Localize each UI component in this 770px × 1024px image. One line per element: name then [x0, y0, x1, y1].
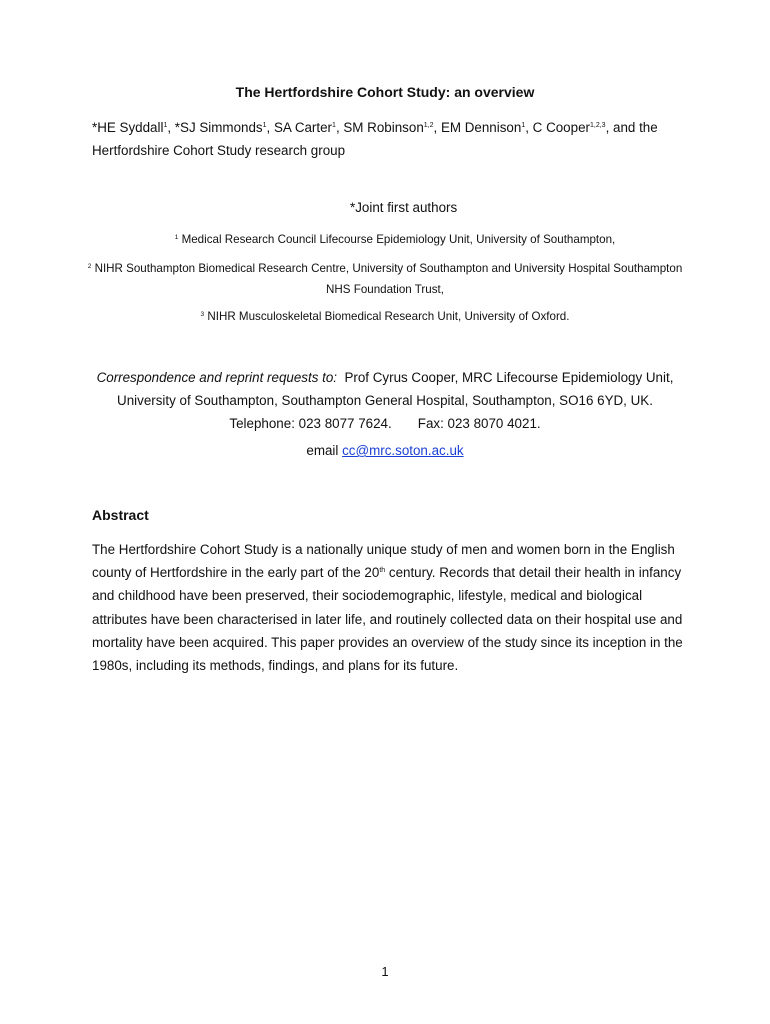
affiliation-sup: 3 [200, 311, 205, 318]
abstract-text-part1: The Hertfordshire Cohort Study is a nationally unique study of men and women born in the English county of Hertfordshire in the early part of the 20 [92, 542, 675, 581]
author-carter: , SA Carter [266, 120, 333, 135]
abstract-body [92, 538, 684, 677]
author-dennison: , EM Dennison [433, 120, 522, 135]
author-simmonds: , *SJ Simmonds [167, 120, 263, 135]
affiliation-sup: 1 [174, 234, 179, 241]
affiliation-1 [10, 229, 770, 250]
page-number: 1 [381, 964, 389, 979]
author-affil-sup: 1 [163, 122, 168, 129]
abstract-text-part2: century. Records that detail their health in infancy and childhood have been preserved, their sociodemographic, lifestyle, medical and biological attributes have been characterised in later life, and routinely collected data on their hospital use and mortality have been acquired. This paper provides an overview of the study since its inception in the 1980s, including its methods, findings, and plans for its future. [92, 565, 683, 674]
author-cooper: , C Cooper [525, 120, 590, 135]
affiliation-text: Medical Research Council Lifecourse Epidemiology Unit, University of Southampton, [178, 233, 616, 246]
author-affil-sup: 1,2 [423, 122, 434, 129]
correspondence-label: Correspondence and reprint requests to: [96, 370, 338, 385]
affiliation-2 [85, 258, 685, 300]
author-list [92, 116, 692, 162]
author-robinson: , SM Robinson [335, 120, 424, 135]
author-group: , and the Hertfordshire Cohort Study research group [92, 120, 658, 158]
author-syddall: *HE Syddall [92, 120, 164, 135]
abstract-superscript: th [379, 567, 386, 575]
author-affil-sup: 1,2,3 [589, 122, 606, 129]
correspondence-fax: Fax: 023 8070 4021. [417, 416, 541, 431]
email-line [0, 443, 770, 458]
email-label: email [306, 443, 339, 458]
author-affil-sup: 1 [521, 122, 526, 129]
abstract-heading: Abstract [92, 507, 149, 523]
correspondence-block [85, 366, 685, 435]
joint-first-authors-note: *Joint first authors [350, 200, 458, 215]
affiliation-3 [0, 306, 770, 327]
author-affil-sup: 1 [332, 122, 336, 129]
affiliation-text: NIHR Southampton Biomedical Research Centre, University of Southampton and University Hospital Southampton NHS Foundation Trust, [91, 262, 683, 296]
affiliation-text: NIHR Musculoskeletal Biomedical Research Unit, University of Oxford. [204, 310, 570, 323]
correspondence-text: Prof Cyrus Cooper, MRC Lifecourse Epidemiology Unit, University of Southampton, Southampton General Hospital, Southampton, SO16 6YD, UK. Telephone: 023 8077 7624. [117, 370, 674, 431]
email-link[interactable]: cc@mrc.soton.ac.uk [342, 443, 464, 458]
affiliation-sup: 2 [87, 263, 92, 270]
paper-title: The Hertfordshire Cohort Study: an overview [235, 84, 535, 100]
author-affil-sup: 1 [262, 122, 267, 129]
